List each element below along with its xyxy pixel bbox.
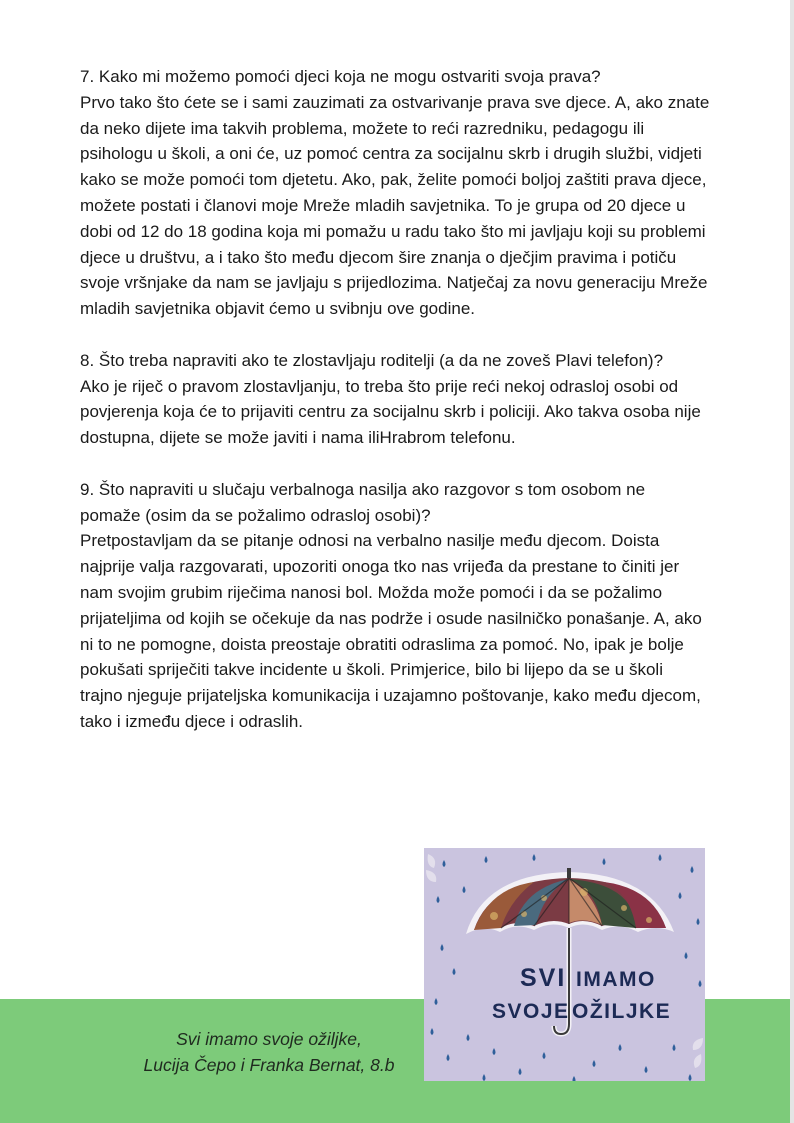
artwork-word-svoje: SVOJE: [492, 1000, 570, 1023]
answer-9: Pretpostavljam da se pitanje odnosi na verbalno nasilje među djecom. Doista najprije valja razgovarati, upozoriti onoga tko nas vrijeđa da prestane to činiti jer nam svojim grubim riječima nanosi bol. Možda može pomoći i da se požalimo prijateljima od kojih se očekuje da nas podrže i osude nasilničko ponašanje. A, ako ni to ne pomogne, doista preostaje obratiti odraslima za pomoć. No, ipak je bolje pokušati spriječiti takve incidente u školi. Primjerice, bilo bi lijepo da se u školi trajno njeguje prijateljska komunikacija i uzajamno poštovanje, kako među djecom, tako i između djece i odraslih.: [80, 531, 702, 731]
question-7: 7. Kako mi možemo pomoći djeci koja ne mogu ostvariti svoja prava?: [80, 67, 601, 86]
artwork-caption: [104, 1026, 434, 1078]
artwork-word-svi: SVI: [520, 964, 567, 992]
question-8: 8. Što treba napraviti ako te zlostavljaju roditelji (a da ne zoveš Plavi telefon)?: [80, 350, 664, 370]
artwork-word-oziljke: OŽILJKE: [572, 1000, 672, 1023]
answer-7: Prvo tako što ćete se i sami zauzimati za ostvarivanje prava sve djece. A, ako znate da neko dijete ima takvih problema, možete to reći razredniku, pedagogu ili psihologu u školi, a oni će, uz pomoć centra za socijalnu skrb i drugih službi, vidjeti kako se može pomoći tom djetetu. Ako, pak, želite pomoći boljoj zaštiti prava djece, možete postati i članovi moje Mreže mladih savjetnika. To je grupa od 20 djece u dobi od 12 do 18 godina koja mi pomažu u radu tako što mi javljaju koji su problemi djece u društvu, a i tako što među djecom šire znanja o dječjim pravima i potiču svoje vršnjake da nam se javljaju s prijedlozima. Natječaj za novu generaciju Mreže mladih savjetnika objavit ćemo u svibnju ove godine.: [80, 92, 710, 319]
caption-authors: Lucija Čepo i Franka Bernat, 8.b: [143, 1055, 395, 1075]
artwork-image: [424, 848, 705, 1081]
article-body: [80, 64, 710, 761]
umbrella-drawing-icon: [424, 848, 705, 1081]
qa-section-8: [80, 348, 710, 451]
question-9: 9. Što napraviti u slučaju verbalnoga nasilja ako razgovor s tom osobom ne pomaže (osim da se požalimo odrasloj osobi)?: [80, 479, 646, 525]
answer-8: Ako je riječ o pravom zlostavljanju, to treba što prije reći nekoj odrasloj osobi od povjerenja koja će to prijaviti centru za socijalnu skrb i policiji. Ako takva osoba nije dostupna, dijete se može javiti i nama iliHrabrom telefonu.: [80, 376, 701, 448]
page-edge: [790, 0, 794, 1123]
qa-section-7: [80, 64, 710, 322]
caption-title: Svi imamo svoje ožiljke,: [176, 1029, 362, 1049]
qa-section-9: [80, 477, 710, 735]
artwork-word-imamo: IMAMO: [576, 968, 656, 991]
